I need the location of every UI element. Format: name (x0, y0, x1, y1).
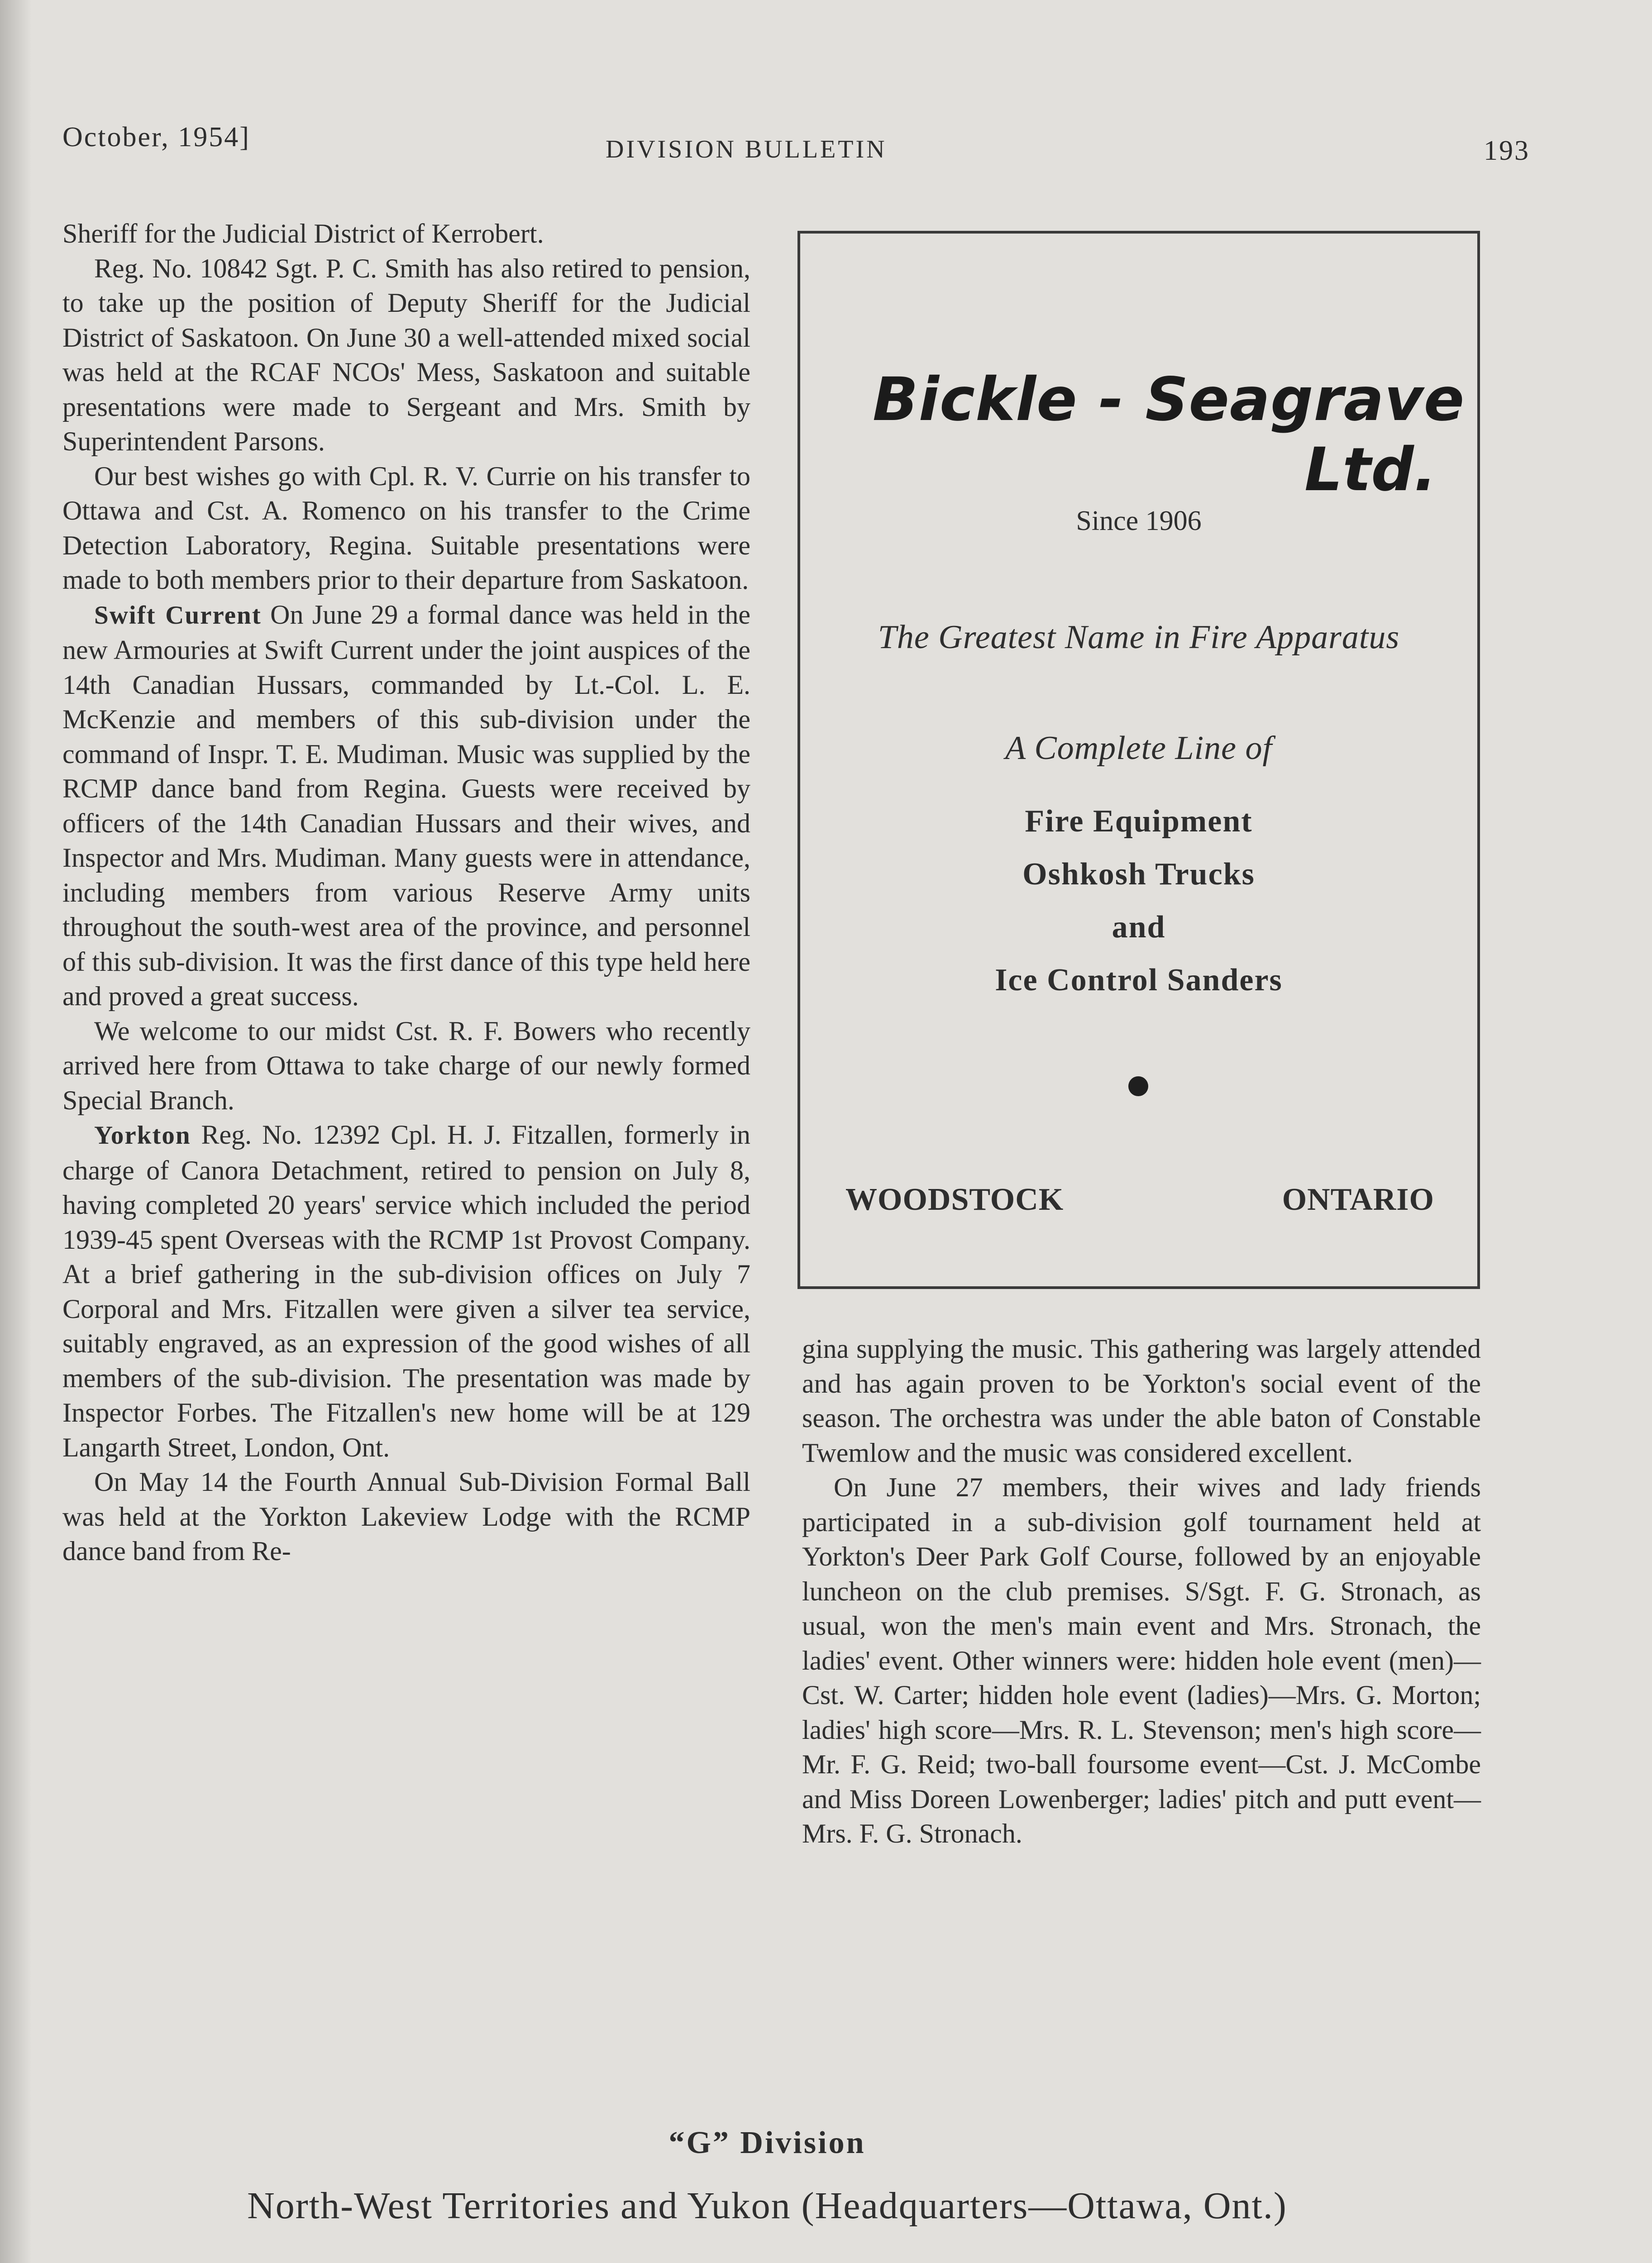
ad-product: and (1112, 910, 1166, 945)
paragraph-text: On June 29 a formal dance was held in the new Armouries at Swift Current under the joint auspices of the 14th Canadian Hussars, commanded by Lt.-Col. L. E. McKenzie and members of this sub-division under the command of Inspr. T. E. Mudiman. Music was supplied by the RCMP dance band from Regina. Guests were received by officers of the 14th Canadian Hussars and their wives, and Inspector and Mrs. Mudiman. Many guests were in attendance, including members from various Reserve Army units throughout the south-west area of the province, and personnel of this sub-division. It was the first dance of this type held here and proved a great success. (62, 599, 751, 1011)
paragraph-yorkton (62, 1117, 750, 1465)
right-column (802, 1332, 1481, 1851)
ad-product: Fire Equipment (1025, 804, 1253, 839)
ad-city: WOODSTOCK (845, 1182, 1064, 1217)
paragraph: Sheriff for the Judicial District of Kerrobert. (62, 219, 544, 248)
ad-product: Oshkosh Trucks (1022, 857, 1255, 892)
paragraph: Our best wishes go with Cpl. R. V. Currie on his transfer to Ottawa and Cst. A. Romenco on his transfer to the Crime Detection Laboratory, Regina. Suitable presentations were made to both members prior to their departure from Saskatoon. (62, 461, 750, 595)
division-subtitle: North-West Territories and Yukon (Headquarters—Ottawa, Ont.) (247, 2185, 1287, 2227)
section-heading-yorkton: Yorkton (94, 1121, 191, 1150)
page-spine-shadow (0, 0, 32, 2263)
ad-since: Since 1906 (1076, 506, 1202, 536)
paragraph: On May 14 the Fourth Annual Sub-Division Formal Ball was held at the Yorkton Lakeview Lodge with the RCMP dance band from Re- (62, 1467, 750, 1566)
bullet-dot-icon (1128, 1076, 1148, 1096)
ad-intro: A Complete Line of (1005, 730, 1273, 767)
paragraph: gina supplying the music. This gathering was largely attended and has again proven to be Yorkton's social event of the season. The orchestra was under the able baton of Constable Twemlow and the music was considered excellent. (802, 1334, 1481, 1468)
ad-product-list (800, 795, 1477, 1007)
header-publication: DIVISION BULLETIN (606, 135, 887, 163)
ad-company-name: Bickle - Seagrave (873, 365, 1465, 434)
page-number: 193 (1484, 135, 1530, 166)
paragraph-swift-current (62, 597, 750, 1014)
paragraph: Reg. No. 10842 Sgt. P. C. Smith has also retired to pension, to take up the position of Deputy Sheriff for the Judicial District of Saskatoon. On June 30 a well-attended mixed social was held at the RCAF NCOs' Mess, Saskatoon and suitable presentations were made to Sergeant and Mrs. Smith by Superintendent Parsons. (62, 253, 750, 456)
page-header (62, 121, 1530, 171)
paragraph-text: Reg. No. 12392 Cpl. H. J. Fitzallen, formerly in charge of Canora Detachment, retired to pension on July 8, having completed 20 years' service which included the period 1939-45 spent Overseas with the RCMP 1st Provost Company. At a brief gathering in the sub-division offices on July 7 Corporal and Mrs. Fitzallen were given a silver tea service, suitably engraved, as an expression of the good wishes of all members of the sub-division. The presentation was made by Inspector Forbes. The Fitzallen's new home will be at 129 Langarth Street, London, Ont. (62, 1120, 751, 1462)
ad-tagline: The Greatest Name in Fire Apparatus (878, 619, 1400, 656)
advertisement-box (797, 231, 1480, 1289)
ad-product: Ice Control Sanders (995, 963, 1283, 998)
header-date: October, 1954] (62, 122, 250, 153)
division-title: “G” Division (668, 2125, 866, 2160)
paragraph: We welcome to our midst Cst. R. F. Bowers who recently arrived here from Ottawa to take charge of our newly formed Special Branch. (62, 1016, 750, 1115)
ad-company-suffix: Ltd. (1304, 435, 1437, 505)
left-column (62, 216, 750, 1569)
paragraph: On June 27 members, their wives and lady friends participated in a sub-division golf tournament held at Yorkton's Deer Park Golf Course, followed by an enjoyable luncheon on the club premises. S/Sgt. F. G. Stronach, as usual, won the men's main event and Mrs. Stronach, the ladies' event. Other winners were: hidden hole event (men)—Cst. W. Carter; hidden hole event (ladies)—Mrs. G. Morton; ladies' high score—Mrs. R. L. Stevenson; men's high score—Mr. F. G. Reid; two-ball foursome event—Cst. J. McCombe and Miss Doreen Lowenberger; ladies' pitch and putt event—Mrs. F. G. Stronach. (802, 1472, 1481, 1848)
section-heading-swift-current: Swift Current (94, 601, 262, 630)
ad-province: ONTARIO (1282, 1182, 1434, 1217)
